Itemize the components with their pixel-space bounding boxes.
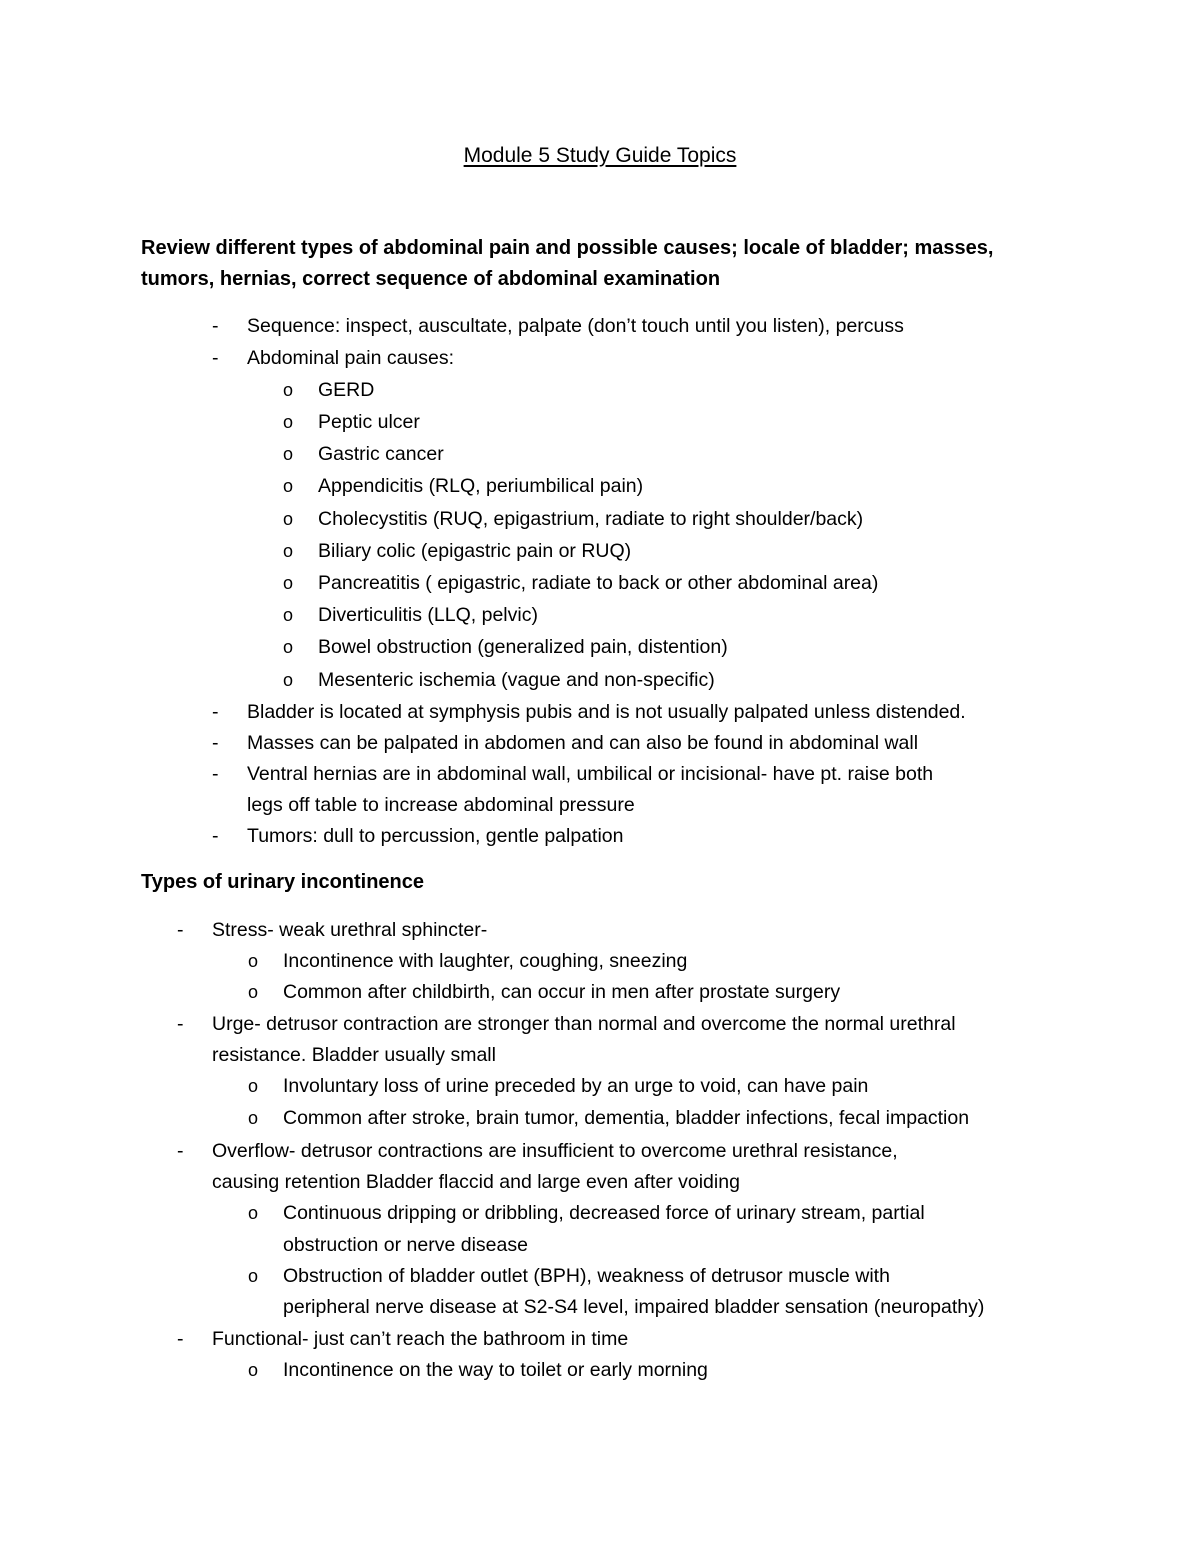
list-item-cause: Biliary colic (epigastric pain or RUQ) — [318, 540, 632, 562]
list-item-cause: Bowel obstruction (generalized pain, distention) — [318, 636, 728, 658]
circle-bullet: o — [283, 444, 294, 464]
list-item-stress: Stress- weak urethral sphincter- — [212, 919, 488, 941]
list-item-overflow: Overflow- detrusor contractions are insufficient to overcome urethral resistance, — [212, 1140, 898, 1162]
list-item-cause: Gastric cancer — [318, 443, 444, 465]
dash-bullet: - — [212, 732, 219, 754]
section-heading-abdominal: Review different types of abdominal pain and possible causes; locale of bladder; masses, — [141, 237, 994, 259]
circle-bullet: o — [283, 637, 294, 657]
circle-bullet: o — [248, 1203, 259, 1223]
list-item-tumors: Tumors: dull to percussion, gentle palpation — [247, 825, 624, 847]
dash-bullet: - — [212, 825, 219, 847]
list-item-overflow-detail: Continuous dripping or dribbling, decreased force of urinary stream, partial — [283, 1202, 925, 1224]
circle-bullet: o — [283, 573, 294, 593]
list-item-cause: Appendicitis (RLQ, periumbilical pain) — [318, 475, 644, 497]
list-item-overflow-detail: Obstruction of bladder outlet (BPH), weakness of detrusor muscle with — [283, 1265, 890, 1287]
circle-bullet: o — [283, 412, 294, 432]
list-item-hernias-cont: legs off table to increase abdominal pressure — [247, 794, 635, 816]
dash-bullet: - — [212, 315, 219, 337]
list-item-sequence: Sequence: inspect, auscultate, palpate (don’t touch until you listen), percuss — [247, 315, 904, 337]
list-item-bladder: Bladder is located at symphysis pubis and is not usually palpated unless distended. — [247, 701, 966, 723]
dash-bullet: - — [212, 763, 219, 785]
list-item-functional-detail: Incontinence on the way to toilet or early morning — [283, 1359, 708, 1381]
dash-bullet: - — [177, 1328, 184, 1350]
section-heading-abdominal-cont: tumors, hernias, correct sequence of abdominal examination — [141, 268, 721, 290]
list-item-pain-causes: Abdominal pain causes: — [247, 347, 455, 369]
list-item-urge-cont: resistance. Bladder usually small — [212, 1044, 496, 1066]
circle-bullet: o — [283, 380, 294, 400]
dash-bullet: - — [177, 1013, 184, 1035]
list-item-cause: GERD — [318, 379, 375, 401]
list-item-stress-detail: Common after childbirth, can occur in men after prostate surgery — [283, 981, 841, 1003]
circle-bullet: o — [248, 982, 259, 1002]
circle-bullet: o — [248, 1266, 259, 1286]
dash-bullet: - — [212, 701, 219, 723]
circle-bullet: o — [248, 951, 259, 971]
list-item-masses: Masses can be palpated in abdomen and can also be found in abdominal wall — [247, 732, 919, 754]
list-item-overflow-cont: causing retention Bladder flaccid and large even after voiding — [212, 1171, 740, 1193]
list-item-cause: Mesenteric ischemia (vague and non-specific) — [318, 669, 715, 691]
list-item-cause: Cholecystitis (RUQ, epigastrium, radiate to right shoulder/back) — [318, 508, 864, 530]
page-title: Module 5 Study Guide Topics — [463, 144, 737, 167]
dash-bullet: - — [212, 347, 219, 369]
circle-bullet: o — [248, 1360, 259, 1380]
circle-bullet: o — [283, 670, 294, 690]
list-item-urge: Urge- detrusor contraction are stronger than normal and overcome the normal urethral — [212, 1013, 956, 1035]
circle-bullet: o — [283, 509, 294, 529]
list-item-overflow-detail-cont: peripheral nerve disease at S2-S4 level, impaired bladder sensation (neuropathy) — [283, 1296, 985, 1318]
list-item-overflow-detail-cont: obstruction or nerve disease — [283, 1234, 528, 1256]
dash-bullet: - — [177, 919, 184, 941]
list-item-cause: Pancreatitis ( epigastric, radiate to back or other abdominal area) — [318, 572, 879, 594]
circle-bullet: o — [248, 1108, 259, 1128]
list-item-cause: Diverticulitis (LLQ, pelvic) — [318, 604, 538, 626]
list-item-urge-detail: Common after stroke, brain tumor, dementia, bladder infections, fecal impaction — [283, 1107, 970, 1129]
list-item-functional: Functional- just can’t reach the bathroom in time — [212, 1328, 629, 1350]
list-item-hernias: Ventral hernias are in abdominal wall, umbilical or incisional- have pt. raise both — [247, 763, 934, 785]
list-item-stress-detail: Incontinence with laughter, coughing, sneezing — [283, 950, 688, 972]
circle-bullet: o — [248, 1076, 259, 1096]
list-item-urge-detail: Involuntary loss of urine preceded by an urge to void, can have pain — [283, 1075, 869, 1097]
list-item-cause: Peptic ulcer — [318, 411, 420, 433]
circle-bullet: o — [283, 476, 294, 496]
circle-bullet: o — [283, 541, 294, 561]
dash-bullet: - — [177, 1140, 184, 1162]
section-heading-incontinence: Types of urinary incontinence — [141, 871, 425, 893]
circle-bullet: o — [283, 605, 294, 625]
